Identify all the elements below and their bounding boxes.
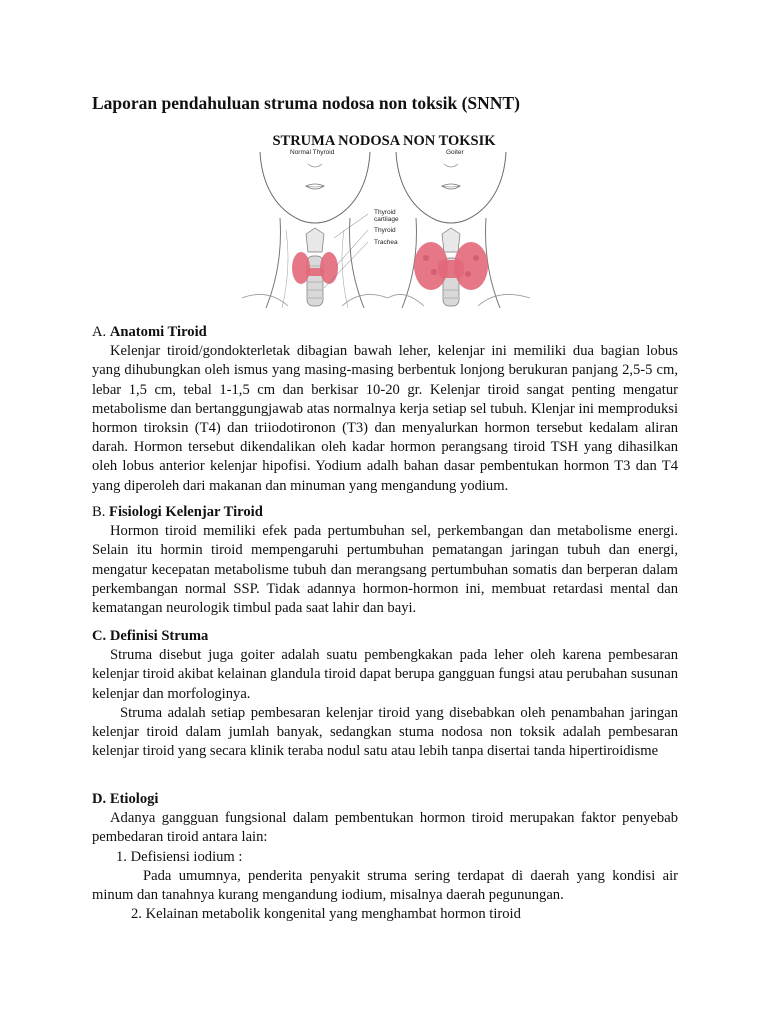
section-body: Struma adalah setiap pembesaran kelenjar tiroid yang disebabkan oleh penambahan jaringan kelenjar tiroid dalam jumlah banyak, sedangkan stuma nodosa non toksik adalah pembesaran kelenjar tiroid yang secara klinik teraba nodul satu atau lebih tanpa disertai tanda hipertiroidisme bbox=[92, 704, 678, 760]
svg-text:Trachea: Trachea bbox=[374, 239, 398, 246]
section-heading bbox=[92, 323, 678, 342]
svg-text:Thyroid: Thyroid bbox=[374, 227, 396, 234]
section-body: Hormon tiroid memiliki efek pada pertumbuhan sel, perkembangan dan metabolisme energi. Selain itu hormin tiroid mempengaruhi pertumbuhan pematangan jaringan tubuh dan energi, mengatur kecepatan metabolisme tubuh dan merangsang pertumbuhan somatis dan berperan dalam perkembangan normal SSP. Tidak adannya hormon-hormon ini, membuat retardasi mental dan kematangan neurologik timbul pada saat lahir dan bayi. bbox=[92, 523, 678, 617]
section-title: Anatomi Tiroid bbox=[109, 324, 207, 340]
section-title: Fisiologi Kelenjar Tiroid bbox=[109, 504, 263, 520]
list-item: 2. Kelainan metabolik kongenital yang menghambat hormon tiroid bbox=[131, 906, 521, 923]
list-item: 1. Defisiensi iodium : bbox=[116, 848, 243, 865]
svg-text:Normal Thyroid: Normal Thyroid bbox=[290, 149, 335, 156]
section-definisi bbox=[92, 627, 678, 761]
section-title: D. Etiologi bbox=[92, 791, 159, 807]
document-title: Laporan pendahuluan struma nodosa non toksik (SNNT) bbox=[92, 93, 520, 113]
section-prefix: A. bbox=[92, 324, 110, 340]
section-anatomi bbox=[92, 323, 678, 496]
figure-title: STRUMA NODOSA NON TOKSIK bbox=[272, 133, 496, 149]
section-etiologi bbox=[92, 790, 678, 924]
section-body: Struma disebut juga goiter adalah suatu pembengkakan pada leher oleh karena pembesaran kelenjar tiroid akibat kelainan glandula tiroid dapat berupa gangguan fungsi atau perubahan susunan kelenjar dan morfologinya. bbox=[92, 647, 678, 702]
svg-text:Goiter: Goiter bbox=[446, 149, 464, 156]
section-heading bbox=[92, 503, 678, 522]
section-heading bbox=[92, 627, 678, 646]
section-fisiologi bbox=[92, 503, 678, 618]
section-heading bbox=[92, 790, 678, 809]
section-prefix: B. bbox=[92, 504, 110, 520]
thyroid-illustration bbox=[238, 148, 530, 308]
svg-text:Thyroid: Thyroid bbox=[374, 209, 396, 216]
normal-thyroid-drawing bbox=[242, 149, 388, 308]
goiter-drawing bbox=[324, 149, 530, 308]
list-item-body: Pada umumnya, penderita penyakit struma sering terdapat di daerah yang kondisi air minum dan tanahnya kurang mengandung iodium, misalnya daerah pegunungan. bbox=[92, 867, 678, 904]
section-title: C. Definisi Struma bbox=[92, 628, 209, 644]
section-body: Adanya gangguan fungsional dalam pembentukan hormon tiroid merupakan faktor penyebab pembedaran tiroid antara lain: bbox=[92, 810, 678, 846]
svg-text:cartilage: cartilage bbox=[374, 216, 399, 223]
section-body: Kelenjar tiroid/gondokterletak dibagian bawah leher, kelenjar ini memiliki dua bagian lobus yang dihubungkan oleh ismus yang masing-masing berbentuk lonjong berukuran panjang 2,5-5 cm, lebar 1,5 cm, tebal 1-1,5 cm dan berkisar 10-20 gr. Kelenjar tiroid sangat penting mengatur metabolisme dan bertanggungjawab atas normalnya kerja setiap sel tubuh. Klenjar ini memproduksi hormon tiroksin (T4) dan triiodotironon (T3) dan menyalurkan hormon tersebut kedalam aliran darah. Hormon tersebut dikendalikan oleh kadar hormon perangsang tiroid TSH yang dihasilkan oleh lobus anterior kelenjar hipofisi. Yodium adalh bahan dasar pembentukan hormon T3 dan T4 yang diperoleh dari makanan dan minuman yang mengandung yodium. bbox=[92, 343, 678, 494]
